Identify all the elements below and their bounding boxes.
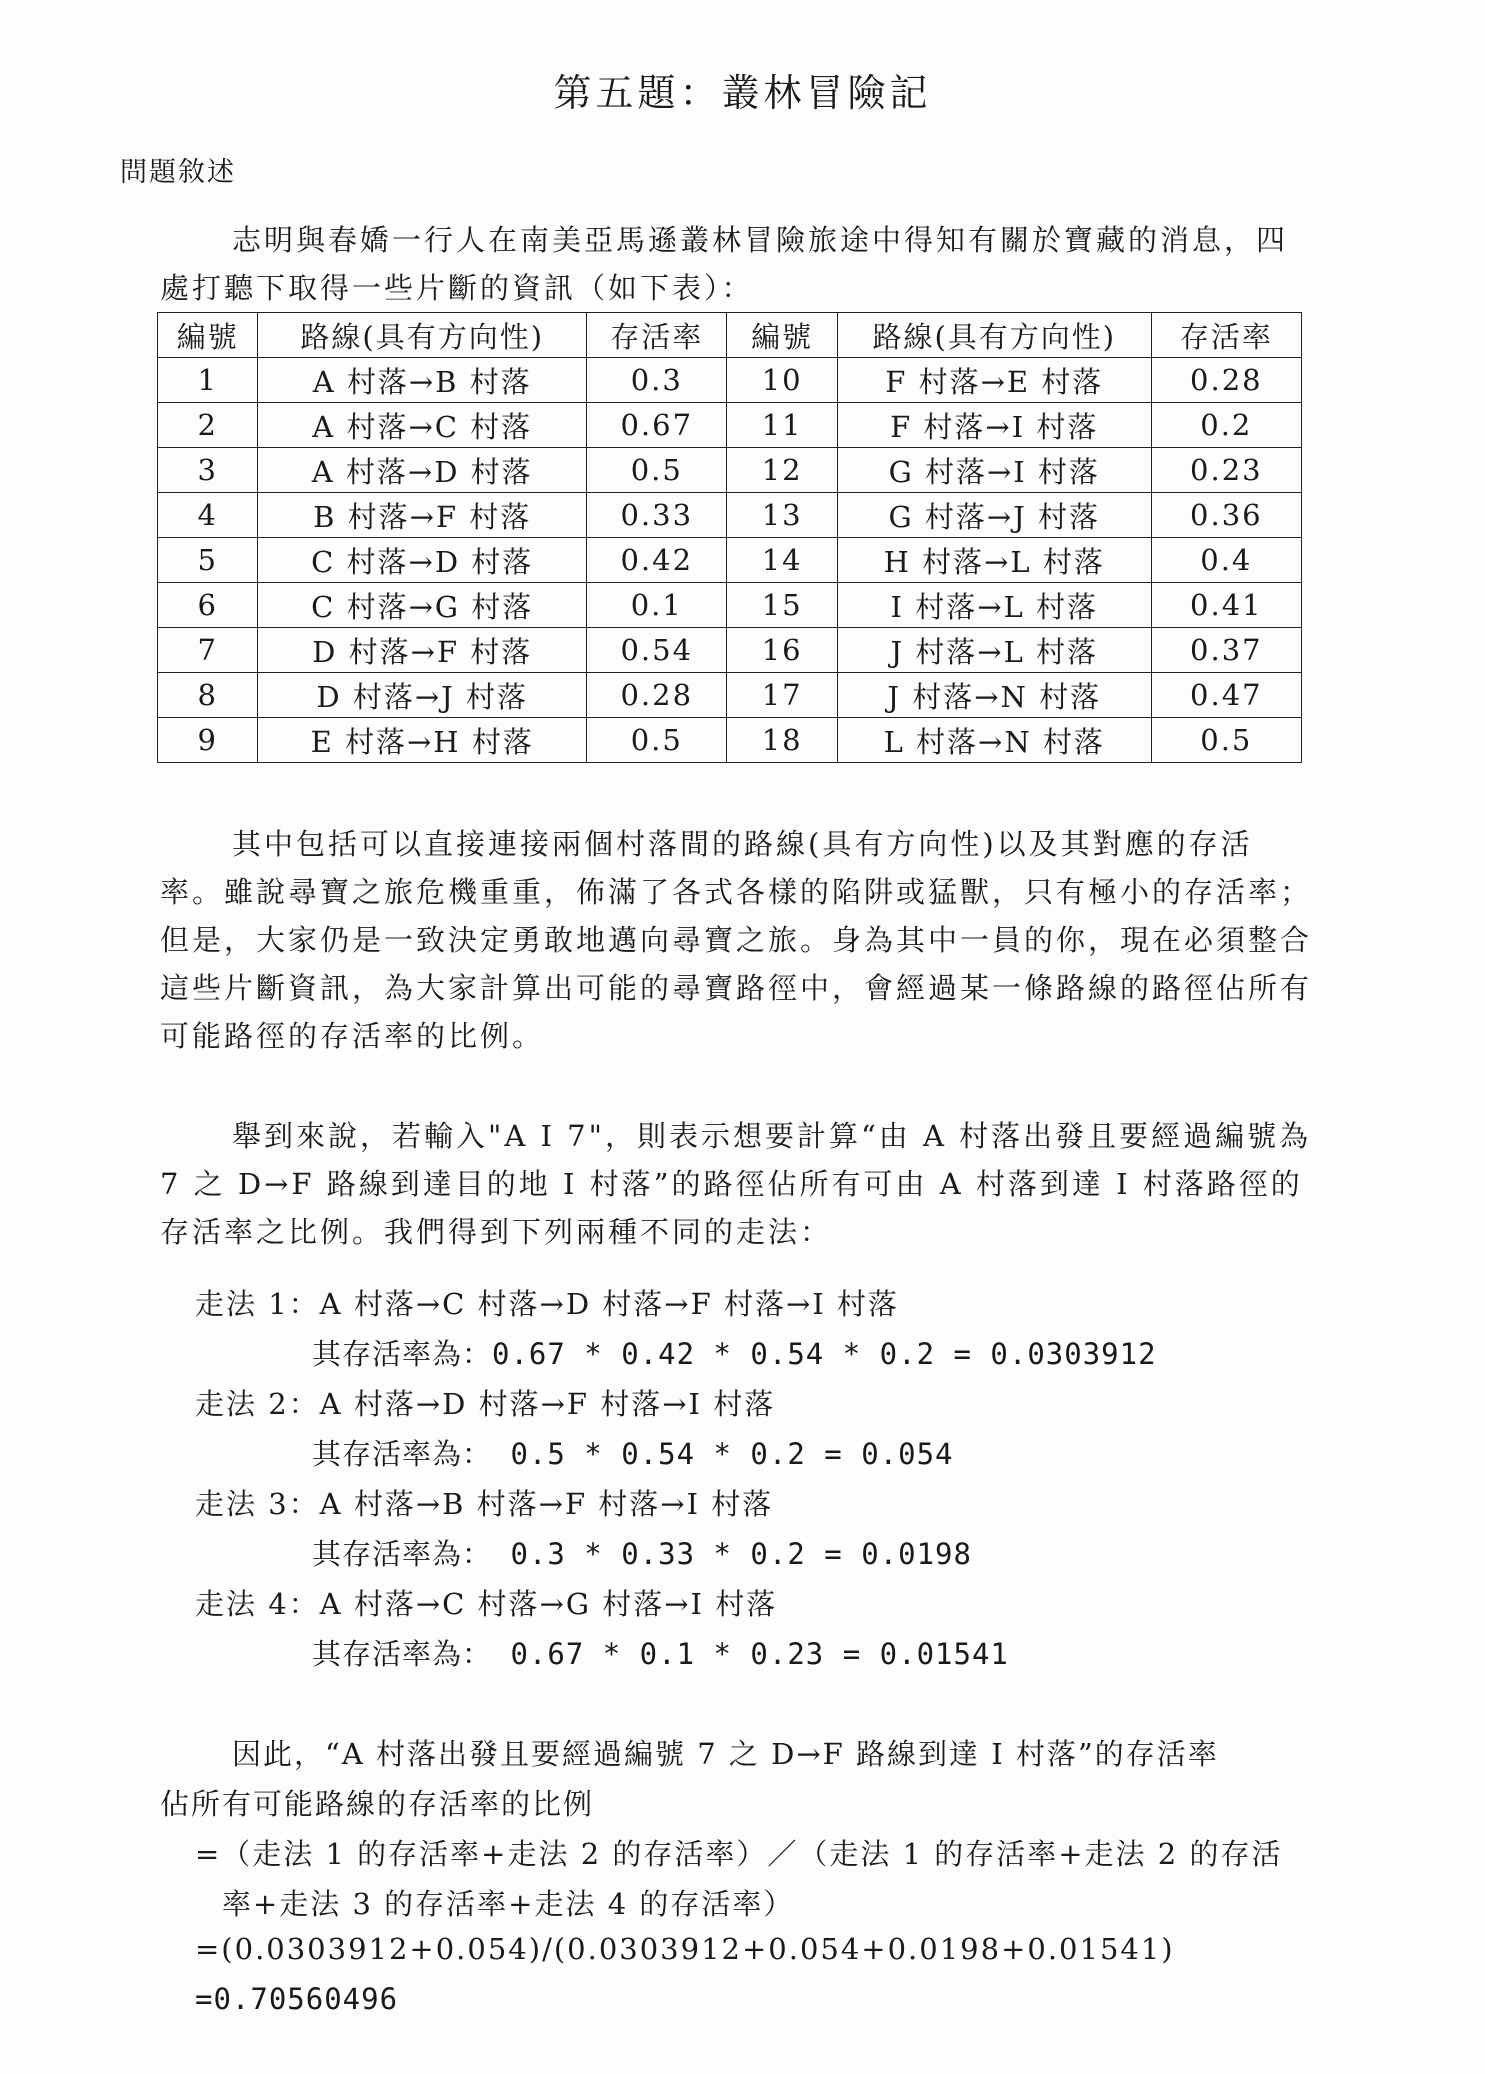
row-id-cell: 5 <box>158 538 258 583</box>
col-header-route: 路線(具有方向性) <box>258 313 587 358</box>
row-rate-cell: 0.36 <box>1151 493 1301 538</box>
row-route-cell: D 村落→J 村落 <box>258 673 587 718</box>
method-1-rate: 其存活率為：0.67 * 0.42 * 0.54 * 0.2 = 0.0303912 <box>312 1337 1157 1371</box>
page-title: 第五題：叢林冒險記 <box>553 71 932 115</box>
row-id-cell: 13 <box>727 493 837 538</box>
table-row <box>158 718 1302 763</box>
table-row <box>158 628 1302 673</box>
table-row <box>158 538 1302 583</box>
row-rate-cell: 0.47 <box>1151 673 1301 718</box>
row-rate-cell: 0.33 <box>587 493 727 538</box>
row-id-cell: 18 <box>727 718 837 763</box>
row-id-cell: 1 <box>158 358 258 403</box>
method-4-rate: 其存活率為： 0.67 * 0.1 * 0.23 = 0.01541 <box>312 1637 1009 1671</box>
row-route-cell: A 村落→C 村落 <box>258 403 587 448</box>
row-route-cell: D 村落→F 村落 <box>258 628 587 673</box>
route-table <box>157 312 1302 763</box>
row-rate-cell: 0.41 <box>1151 583 1301 628</box>
col-header-id: 編號 <box>727 313 837 358</box>
row-route-cell: I 村落→L 村落 <box>837 583 1151 628</box>
method-4-route: 走法 4：A 村落→C 村落→G 村落→I 村落 <box>195 1587 778 1621</box>
method-2-route: 走法 2：A 村落→D 村落→F 村落→I 村落 <box>195 1387 776 1421</box>
col-header-rate: 存活率 <box>587 313 727 358</box>
method-2-rate: 其存活率為： 0.5 * 0.54 * 0.2 = 0.054 <box>312 1437 954 1471</box>
row-route-cell: A 村落→B 村落 <box>258 358 587 403</box>
table-row <box>158 583 1302 628</box>
conclusion-line-2: 佔所有可能路線的存活率的比例 <box>160 1787 595 1821</box>
col-header-route: 路線(具有方向性) <box>837 313 1151 358</box>
table-row <box>158 403 1302 448</box>
row-rate-cell: 0.1 <box>587 583 727 628</box>
method-1-route: 走法 1：A 村落→C 村落→D 村落→F 村落→I 村落 <box>195 1287 899 1321</box>
row-rate-cell: 0.3 <box>587 358 727 403</box>
row-rate-cell: 0.5 <box>1151 718 1301 763</box>
formula-line-1: =（走法 1 的存活率+走法 2 的存活率）／（走法 1 的存活率+走法 2 的存活 <box>195 1837 1283 1871</box>
col-header-id: 編號 <box>158 313 258 358</box>
row-route-cell: L 村落→N 村落 <box>837 718 1151 763</box>
formula-result: =0.70560496 <box>195 1982 399 2016</box>
row-rate-cell: 0.37 <box>1151 628 1301 673</box>
row-route-cell: A 村落→D 村落 <box>258 448 587 493</box>
row-route-cell: H 村落→L 村落 <box>837 538 1151 583</box>
method-3-rate: 其存活率為： 0.3 * 0.33 * 0.2 = 0.0198 <box>312 1537 972 1571</box>
intro-paragraph: 志明與春嬌一行人在南美亞馬遜叢林冒險旅途中得知有關於寶藏的消息，四處打聽下取得一些片斷的資訊（如下表）： <box>160 223 1289 305</box>
row-rate-cell: 0.4 <box>1151 538 1301 583</box>
table-header-row <box>158 313 1302 358</box>
section-heading: 問題敘述 <box>120 157 236 188</box>
row-id-cell: 12 <box>727 448 837 493</box>
row-route-cell: J 村落→L 村落 <box>837 628 1151 673</box>
table-row <box>158 358 1302 403</box>
row-id-cell: 17 <box>727 673 837 718</box>
formula-line-2: 率+走法 3 的存活率+走法 4 的存活率） <box>222 1887 795 1921</box>
row-id-cell: 10 <box>727 358 837 403</box>
table-row <box>158 448 1302 493</box>
row-id-cell: 15 <box>727 583 837 628</box>
explanation-paragraph: 其中包括可以直接連接兩個村落間的路線(具有方向性)以及其對應的存活率。雖說尋寶之旅危機重重，佈滿了各式各樣的陷阱或猛獸，只有極小的存活率；但是，大家仍是一致決定勇敢地邁向尋寶之旅。身為其中一員的你，現在必須整合這些片斷資訊，為大家計算出可能的尋寶路徑中，會經過某一條路線的路徑佔所有可能路徑的存活率的比例。 <box>160 827 1313 1053</box>
row-rate-cell: 0.23 <box>1151 448 1301 493</box>
row-route-cell: B 村落→F 村落 <box>258 493 587 538</box>
formula-line-3: =(0.0303912+0.054)/(0.0303912+0.054+0.0198+0.01541) <box>195 1932 1175 1966</box>
row-id-cell: 6 <box>158 583 258 628</box>
row-rate-cell: 0.5 <box>587 718 727 763</box>
row-route-cell: C 村落→D 村落 <box>258 538 587 583</box>
row-id-cell: 14 <box>727 538 837 583</box>
row-route-cell: G 村落→J 村落 <box>837 493 1151 538</box>
row-id-cell: 7 <box>158 628 258 673</box>
conclusion-line-1: 因此，“A 村落出發且要經過編號 7 之 D→F 路線到達 I 村落”的存活率 <box>232 1737 1219 1771</box>
table-row <box>158 493 1302 538</box>
row-route-cell: G 村落→I 村落 <box>837 448 1151 493</box>
row-id-cell: 3 <box>158 448 258 493</box>
row-rate-cell: 0.67 <box>587 403 727 448</box>
method-3-route: 走法 3：A 村落→B 村落→F 村落→I 村落 <box>195 1487 774 1521</box>
row-rate-cell: 0.5 <box>587 448 727 493</box>
row-rate-cell: 0.28 <box>587 673 727 718</box>
row-id-cell: 2 <box>158 403 258 448</box>
col-header-rate: 存活率 <box>1151 313 1301 358</box>
row-id-cell: 9 <box>158 718 258 763</box>
row-rate-cell: 0.54 <box>587 628 727 673</box>
row-route-cell: F 村落→E 村落 <box>837 358 1151 403</box>
row-rate-cell: 0.42 <box>587 538 727 583</box>
row-rate-cell: 0.28 <box>1151 358 1301 403</box>
table-row <box>158 673 1302 718</box>
row-id-cell: 11 <box>727 403 837 448</box>
row-id-cell: 8 <box>158 673 258 718</box>
row-rate-cell: 0.2 <box>1151 403 1301 448</box>
example-paragraph: 舉到來說，若輸入"A I 7"，則表示想要計算“由 A 村落出發且要經過編號為 7 之 D→F 路線到達目的地 I 村落”的路徑佔所有可由 A 村落到達 I 村落路徑的存活率之比例。我們得到下列兩種不同的走法： <box>160 1119 1312 1249</box>
row-route-cell: J 村落→N 村落 <box>837 673 1151 718</box>
row-route-cell: F 村落→I 村落 <box>837 403 1151 448</box>
row-id-cell: 16 <box>727 628 837 673</box>
row-route-cell: C 村落→G 村落 <box>258 583 587 628</box>
row-route-cell: E 村落→H 村落 <box>258 718 587 763</box>
row-id-cell: 4 <box>158 493 258 538</box>
